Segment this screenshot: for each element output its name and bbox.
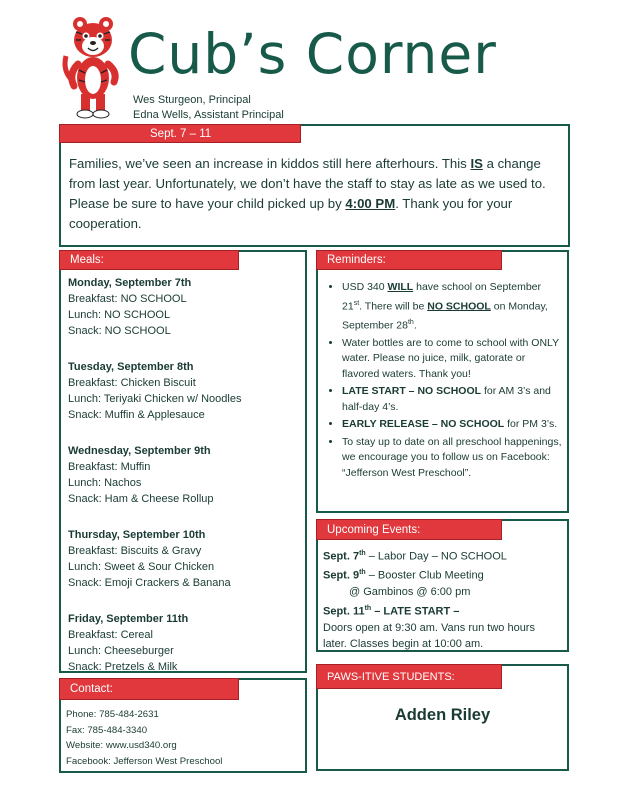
meal-day-block — [68, 443, 304, 527]
event-detail: later. Classes begin at 10:00 am. — [323, 638, 484, 651]
ordinal-suffix: th — [407, 318, 414, 326]
event-text: – Booster Club Meeting — [365, 569, 484, 582]
meals-list — [68, 275, 304, 675]
reminders-label: Reminders: — [327, 254, 386, 266]
meal-breakfast: Breakfast: Chicken Biscuit — [68, 377, 196, 389]
event-text: – LATE START – — [371, 605, 460, 618]
meal-day-heading: Monday, September 7th — [68, 277, 192, 289]
intro-emphasis-time: 4:00 PM — [345, 196, 396, 211]
meal-day-heading: Thursday, September 10th — [68, 529, 206, 541]
ordinal-suffix: th — [359, 550, 366, 557]
meal-day-block — [68, 527, 304, 611]
events-label: Upcoming Events: — [327, 524, 421, 536]
contact-facebook: Facebook: Jefferson West Preschool — [66, 755, 223, 767]
reminder-text: on Monday, September 28 — [342, 300, 548, 331]
meal-snack: Snack: Muffin & Applesauce — [68, 409, 205, 421]
meal-snack: Snack: Pretzels & Milk — [68, 661, 178, 673]
reminder-text: To stay up to date on all preschool happenings, we encourage you to follow us on Facebook: “Jefferson West Preschool”. — [342, 435, 562, 479]
intro-text-part: a change from last year. Unfortunately, we don’t have the staff to stay as late as we used to. Please be sure to have your child picked up by — [69, 156, 546, 211]
events-list — [323, 546, 565, 653]
reminder-item — [342, 435, 562, 482]
event-item — [323, 601, 565, 620]
meal-lunch: Lunch: Cheeseburger — [68, 645, 174, 657]
contact-label: Contact: — [70, 683, 113, 695]
reminder-emphasis: NO SCHOOL — [427, 300, 491, 312]
reminder-item — [342, 384, 562, 415]
reminder-text: USD 340 — [342, 281, 388, 293]
meal-lunch: Lunch: Teriyaki Chicken w/ Noodles — [68, 393, 242, 405]
meal-lunch: Lunch: Sweet & Sour Chicken — [68, 561, 215, 573]
page-title: Cub’s Corner — [128, 22, 497, 86]
meal-day-block — [68, 611, 304, 675]
reminders-tab — [316, 250, 502, 270]
intro-text-part: Families, we’ve seen an increase in kiddos still here afterhours. This — [69, 156, 471, 171]
reminder-text: have school on September 21 — [342, 281, 542, 312]
meal-breakfast: Breakfast: Muffin — [68, 461, 151, 473]
meal-snack: Snack: Ham & Cheese Rollup — [68, 493, 214, 505]
meals-tab — [59, 250, 239, 270]
reminder-item — [342, 417, 562, 433]
event-item — [323, 565, 565, 584]
meals-label: Meals: — [70, 254, 104, 266]
reminder-text: . There will be — [359, 300, 428, 312]
week-tab — [59, 124, 301, 143]
event-detail: Doors open at 9:30 am. Vans run two hours — [323, 621, 535, 634]
reminder-item — [342, 336, 562, 383]
paws-tab — [316, 664, 502, 689]
meal-day-block — [68, 359, 304, 443]
principal-name: Wes Sturgeon, Principal — [133, 94, 251, 106]
reminder-text: for PM 3’s. — [504, 418, 558, 430]
event-subtext: @ Gambinos @ 6:00 pm — [349, 586, 471, 599]
meal-day-heading: Friday, September 11th — [68, 613, 189, 625]
meal-day-heading: Tuesday, September 8th — [68, 361, 194, 373]
events-tab — [316, 519, 502, 540]
event-date: Sept. 9 — [323, 569, 360, 582]
ordinal-suffix: th — [364, 604, 372, 612]
reminders-list — [326, 280, 562, 483]
reminder-emphasis: LATE START – NO SCHOOL — [342, 385, 482, 397]
event-text: – Labor Day – NO SCHOOL — [365, 550, 507, 563]
contact-phone: Phone: 785-484-2631 — [66, 709, 159, 720]
featured-student-name: Adden Riley — [394, 706, 491, 724]
paws-label: PAWS-ITIVE STUDENTS: — [327, 671, 455, 683]
event-date: Sept. 11 — [323, 605, 365, 618]
contact-fax: Fax: 785-484-3340 — [66, 724, 148, 736]
reminder-text: for AM 3’s and half-day 4’s. — [342, 385, 551, 413]
intro-text-part: . Thank you for your cooperation. — [69, 196, 513, 231]
reminder-emphasis: EARLY RELEASE – NO SCHOOL — [342, 418, 505, 430]
meal-breakfast: Breakfast: Cereal — [68, 629, 153, 641]
meal-day-block — [68, 275, 304, 359]
week-label: Sept. 7 – 11 — [150, 128, 212, 140]
event-item — [323, 546, 565, 565]
reminder-emphasis: WILL — [387, 281, 414, 293]
ordinal-suffix: th — [359, 569, 366, 577]
contact-tab — [59, 678, 239, 700]
meal-day-heading: Wednesday, September 9th — [68, 445, 211, 457]
reminder-text: . — [413, 319, 417, 331]
event-date: Sept. 7 — [323, 550, 360, 563]
meal-breakfast: Breakfast: Biscuits & Gravy — [68, 545, 202, 557]
reminder-text: Water bottles are to come to school with ONLY water. Please no juice, milk, gatorate or flavored waters. Thank you! — [342, 336, 559, 380]
meal-lunch: Lunch: NO SCHOOL — [68, 309, 171, 321]
contact-website: Website: www.usd340.org — [66, 740, 177, 751]
meal-snack: Snack: NO SCHOOL — [68, 325, 171, 337]
meal-snack: Snack: Emoji Crackers & Banana — [68, 577, 231, 589]
meal-lunch: Lunch: Nachos — [68, 477, 142, 489]
intro-emphasis-is: IS — [470, 156, 483, 171]
intro-text — [69, 154, 561, 234]
reminder-item — [342, 280, 562, 334]
ordinal-suffix: st — [353, 299, 360, 307]
meal-breakfast: Breakfast: NO SCHOOL — [68, 293, 187, 305]
tiger-mascot-icon — [60, 12, 126, 120]
assistant-principal-name: Edna Wells, Assistant Principal — [133, 109, 284, 121]
contact-details — [66, 707, 302, 769]
